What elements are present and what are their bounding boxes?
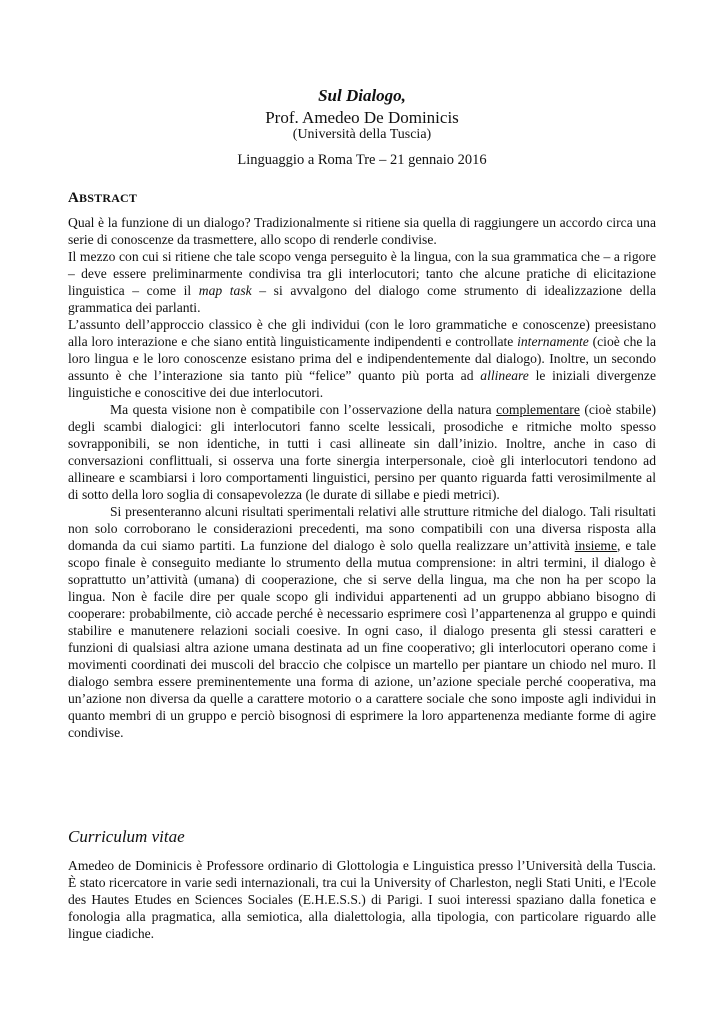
abstract-heading-initial: A bbox=[68, 190, 80, 206]
abstract-paragraph-1: Qual è la funzione di un dialogo? Tradizionalmente si ritiene sia quella di raggiungere un accordo circa una serie di conoscenze da trasmettere, allo scopo di renderle condivise. bbox=[68, 215, 656, 247]
abstract-paragraph-4 bbox=[68, 401, 656, 503]
cv-heading: Curriculum vitae bbox=[68, 827, 185, 846]
author-name: Prof. Amedeo De Dominicis bbox=[265, 108, 459, 127]
abstract-p5-underline: insieme bbox=[574, 538, 618, 553]
abstract-p3-text-a: L’assunto dell’approccio classico è che gli individui (con le loro grammatiche e conoscenze) preesistano alla loro interazione e che siano entità linguisticamente indipendenti e controllate bbox=[68, 317, 656, 349]
cv-body bbox=[68, 857, 656, 942]
abstract-p2-text-b: – si avvalgono del dialogo come strumento di idealizzazione della grammatica dei parlanti. bbox=[68, 283, 656, 315]
cv-paragraph: Amedeo de Dominicis è Professore ordinario di Glottologia e Linguistica presso l’Università della Tuscia. È stato ricercatore in varie sedi internazionali, tra cui la University of Charleston, negli Stati Uniti, e l'Ecole des Hautes Etudes en Sciences Sociales (E.H.E.S.S.) di Parigi. I suoi interessi spaziano dalla fonetica e fonologia alla pragmatica, alla semiotica, alla dialettologia, alla tipologia, con particolare riguardo alle lingue ciadiche. bbox=[68, 858, 656, 941]
abstract-p2-emphasis: map task bbox=[198, 283, 252, 298]
abstract-p5-text-a: Si presenteranno alcuni risultati sperimentali relativi alle strutture ritmiche del dialogo. Tali risultati non solo corroborano le considerazioni precedenti, ma sono compatibili con una diversa risposta alla domanda da cui siamo partiti. La funzione del dialogo è solo quella realizzare un’attività bbox=[68, 504, 656, 553]
abstract-paragraph-5 bbox=[68, 503, 656, 741]
abstract-p3-emphasis-1: internamente bbox=[517, 334, 589, 349]
abstract-p2-text-a: Il mezzo con cui si ritiene che tale scopo venga perseguito è la lingua, con la sua grammatica che – a rigore – deve essere preliminarmente condivisa tra gli interlocutori; tanto che alcune pratiche di elicitazione linguistica – come il bbox=[68, 249, 656, 298]
event-line: Linguaggio a Roma Tre – 21 gennaio 2016 bbox=[237, 152, 487, 168]
author-affiliation: (Università della Tuscia) bbox=[292, 127, 432, 142]
abstract-p4-text-a: Ma questa visione non è compatibile con l’osservazione della natura bbox=[110, 402, 497, 417]
abstract-heading bbox=[68, 190, 137, 207]
abstract-paragraph-2 bbox=[68, 248, 656, 316]
abstract-heading-rest: BSTRACT bbox=[79, 191, 138, 205]
abstract-paragraph-3 bbox=[68, 316, 656, 401]
document-title: Sul Dialogo, bbox=[318, 86, 406, 105]
abstract-p3-emphasis-2: allineare bbox=[480, 368, 529, 383]
abstract-p5-text-b: , e tale scopo finale è conseguito mediante lo strumento della mutua comprensione: in altri termini, il dialogo è soprattutto un’attività (umana) di cooperazione, che si serve della lingua, ma che non ha per scopo la lingua. Non è facile dire per quale scopo gli individui appartenenti ad un gruppo abbiano bisogno di cooperare: probabilmente, ciò accade perché è necessario esprimere così l’appartenenza al gruppo e quindi stabilire e manutenere relazioni sociali coesive. In ogni caso, il dialogo presenta gli stessi caratteri e funzioni di qualsiasi altra azione umana destinata ad un fine cooperativo; gli interlocutori operano come i movimenti coordinati dei muscoli del braccio che colpisce un martello per piantare un chiodo nel muro. Il dialogo sembra essere preminentemente una forma di azione, un’azione speciale perché cooperativa, ma un’azione non diversa da quelle a carattere motorio o a carattere sociale che sono imposte agli individui in quanto membri di un gruppo e perciò bisognosi di esprimere la loro appartenenza mediante forme di agire condivise. bbox=[68, 538, 656, 740]
abstract-p4-text-b: (cioè stabile) degli scambi dialogici: gli interlocutori fanno scelte lessicali, prosodiche e ritmiche molto spesso sovrapponibili, se non identiche, in tutti i casi allineate sin dall’inizio. Inoltre, anche in caso di conversazioni conflittuali, si osserva una forte sinergia interpersonale, cioè gli interlocutori tendono ad allineare e scambiarsi i loro comportamenti linguistici, persino per quanto riguarda fatti verosimilmente al di sotto della loro soglia di consapevolezza (le durate di sillabe e piedi metrici). bbox=[68, 402, 657, 502]
abstract-p4-underline: complementare bbox=[496, 402, 580, 417]
abstract-p3-text-b: (cioè che la loro lingua e le loro conoscenze esistano prima del e indipendentemente dal dialogo). Inoltre, un secondo assunto è che l’interazione sia tanto più “felice” quanto più porta ad bbox=[68, 334, 656, 383]
abstract-p3-text-c: le iniziali divergenze linguistiche e conoscitive dei due interlocutori. bbox=[68, 368, 656, 400]
abstract-body bbox=[68, 214, 656, 741]
